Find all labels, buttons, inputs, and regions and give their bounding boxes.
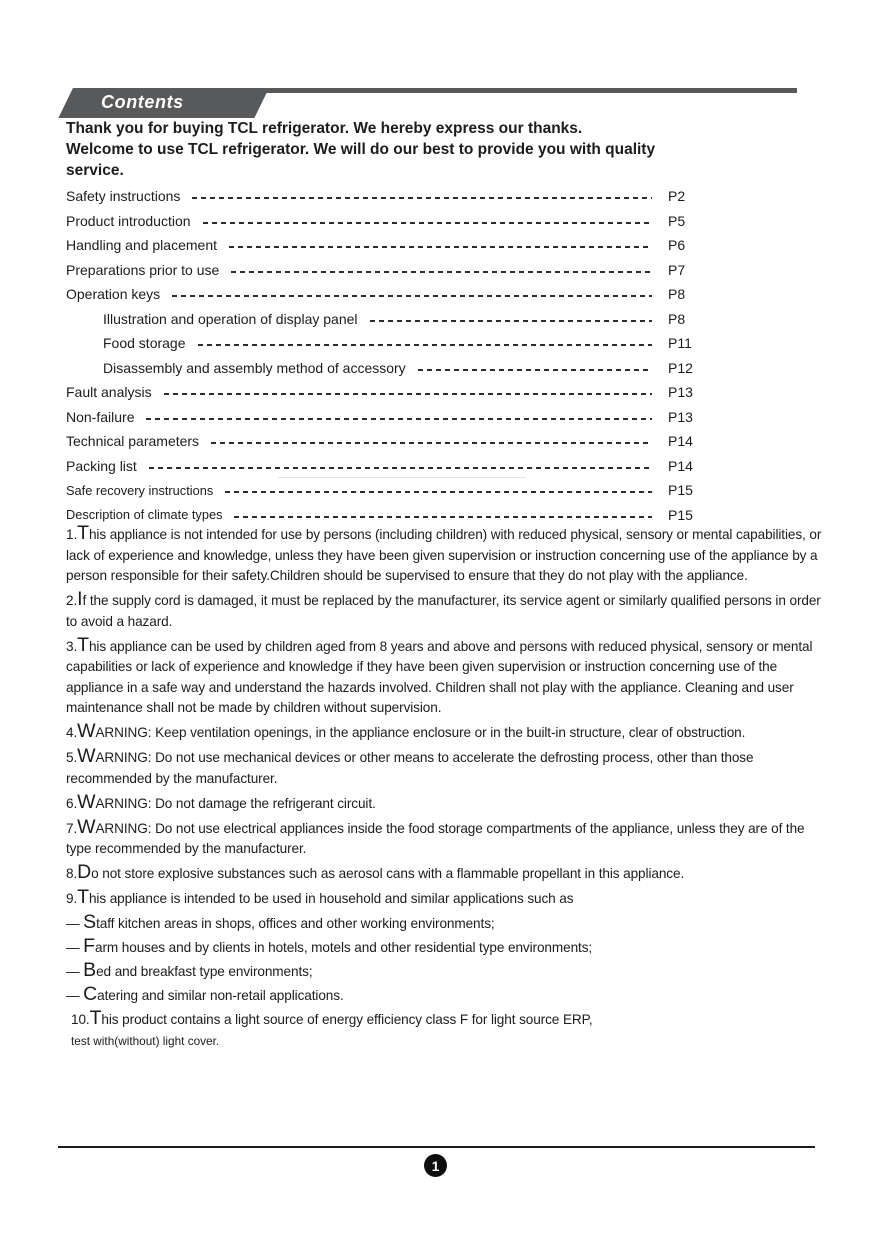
scan-artifact-line (278, 477, 526, 478)
toc-label: Fault analysis (66, 384, 152, 401)
toc-row-food-storage (66, 331, 712, 356)
note-text: his appliance is not intended for use by persons (including children) with reduced physical, sensory or mental capabilities, or lack of experience and knowledge, unless they have been given supervision or instruction concerning use of the appliance by a person responsible for their safety.Children should be supervised to ensure that they do not play with the appliance. (66, 527, 822, 583)
toc-page-number: P13 (668, 408, 693, 425)
toc-page-number: P5 (668, 212, 686, 229)
toc-row-display-panel (66, 307, 712, 332)
safety-note-9 (66, 888, 822, 910)
toc-page-number: P15 (668, 482, 693, 499)
page-number-badge: 1 (424, 1154, 447, 1177)
note-drop-cap: T (77, 522, 89, 544)
note-text: taff kitchen areas in shops, offices and other working environments; (96, 916, 495, 931)
toc-page-number: P6 (668, 237, 686, 254)
note-text-small: test with(without) light cover. (71, 1033, 220, 1048)
safety-note-5 (66, 747, 822, 789)
note-text: his appliance can be used by children aged from 8 years and above and persons with reduced physical, sensory or mental capabilities or lack of experience and knowledge if they have been given supervision or instruction concerning use of the appliance in a safe way and understand the hazards involved. Children shall not play with the appliance. Cleaning and user maintenance shall not be made by children without supervision. (66, 638, 813, 715)
toc-page-number: P8 (668, 310, 686, 327)
safety-note-3 (66, 633, 822, 719)
toc-page-number: P14 (668, 457, 693, 474)
toc-label: Operation keys (66, 286, 161, 303)
safety-note-7 (66, 815, 822, 860)
dash-leader (231, 271, 652, 273)
toc-label: Technical parameters (66, 433, 200, 450)
note-text: ARNING: Do not damage the refrigerant circuit. (95, 795, 376, 811)
dash-leader (370, 320, 652, 322)
toc-label: Illustration and operation of display panel (103, 310, 358, 327)
note-number: 7. (66, 820, 78, 836)
note-drop-cap: D (77, 861, 92, 883)
toc-label: Handling and placement (66, 237, 217, 254)
note-text: his appliance is intended to be used in household and similar applications such as (88, 891, 574, 906)
note-text: ARNING: Do not use mechanical devices or other means to accelerate the defrosting process, other than those recommended by the manufacturer. (66, 750, 754, 786)
toc-row-non-failure (66, 405, 712, 430)
dash-leader (172, 295, 652, 297)
dash-prefix: — (66, 916, 84, 931)
toc-label: Disassembly and assembly method of accessory (103, 359, 406, 376)
note-text: o not store explosive substances such as aerosol cans with a flammable propellant in this appliance. (91, 866, 685, 881)
dash-leader (418, 369, 652, 371)
safety-note-8 (66, 863, 822, 885)
safety-note-6 (66, 790, 822, 815)
toc-row-disassembly-accessory (66, 356, 712, 381)
toc-page-number: P11 (668, 335, 692, 352)
toc-row-packing-list (66, 454, 712, 479)
dash-leader (229, 246, 652, 248)
note-drop-cap: T (77, 886, 89, 908)
note-drop-cap: C (83, 983, 98, 1005)
dash-leader (234, 516, 652, 518)
dash-prefix: — (66, 988, 84, 1003)
page-title: Contents (101, 92, 184, 112)
toc-row-technical-parameters (66, 429, 712, 454)
note-text: f the supply cord is damaged, it must be replaced by the manufacturer, its service agent or similarly qualified persons in order to avoid a hazard. (66, 593, 821, 629)
note-text: arm houses and by clients in hotels, motels and other residential type environments; (94, 940, 593, 955)
note-drop-cap: T (89, 1007, 102, 1029)
note-drop-cap: W (77, 790, 96, 813)
note-drop-cap: T (77, 633, 89, 656)
toc-row-fault-analysis (66, 380, 712, 405)
dash-leader (164, 393, 652, 395)
dash-leader (211, 442, 652, 444)
note-drop-cap: W (77, 815, 96, 838)
application-item-bed-breakfast (66, 961, 822, 983)
note-drop-cap: W (77, 720, 96, 742)
toc-page-number: P7 (668, 261, 686, 278)
toc-label: Preparations prior to use (66, 261, 220, 278)
toc-page-number: P13 (668, 384, 693, 401)
toc-row-preparations-prior-to-use (66, 258, 712, 283)
toc-row-operation-keys (66, 282, 712, 307)
safety-note-4 (66, 722, 822, 744)
toc-label: Safety instructions (66, 188, 181, 205)
toc-page-number: P8 (668, 286, 686, 303)
note-number: 6. (66, 795, 78, 811)
note-number: 4. (66, 725, 78, 740)
dash-leader (192, 197, 652, 199)
dash-prefix: — (66, 940, 84, 955)
safety-notes (66, 524, 822, 1055)
dash-prefix: — (66, 964, 84, 979)
note-number: 9. (66, 891, 78, 906)
toc-row-safe-recovery (66, 478, 712, 503)
application-item-staff-kitchen (66, 913, 822, 935)
toc-label: Description of climate types (66, 507, 223, 523)
intro-line: Welcome to use TCL refrigerator. We will do our best to provide you with quality (66, 141, 656, 158)
note-number: 8. (66, 866, 78, 881)
note-number: 5. (66, 750, 78, 765)
toc-row-safety-instructions (66, 184, 712, 209)
intro-line: service. (66, 162, 124, 179)
safety-note-1 (66, 524, 822, 587)
toc-row-product-introduction (66, 209, 712, 234)
note-drop-cap: I (77, 588, 83, 610)
note-text: ARNING: Do not use electrical appliances inside the food storage compartments of the appliance, unless they are of the type recommended by the manufacturer. (66, 820, 805, 856)
note-number: 10. (71, 1012, 90, 1027)
dash-leader (146, 418, 652, 420)
note-number: 1. (66, 527, 78, 542)
application-item-catering (66, 985, 822, 1007)
dash-leader (203, 222, 652, 224)
dash-leader (149, 467, 652, 469)
note-drop-cap: W (77, 745, 96, 767)
footer-rule (58, 1146, 815, 1148)
note-text: atering and similar non-retail applications. (97, 988, 344, 1003)
table-of-contents (66, 184, 712, 527)
intro-line: Thank you for buying TCL refrigerator. We hereby express our thanks. (66, 120, 583, 137)
note-drop-cap: B (83, 959, 97, 981)
toc-page-number: P15 (668, 506, 693, 523)
safety-note-10 (66, 1009, 822, 1051)
toc-label: Product introduction (66, 212, 191, 229)
note-number: 3. (66, 638, 78, 654)
toc-label: Non-failure (66, 408, 135, 425)
toc-label: Packing list (66, 457, 137, 474)
application-item-farm-houses (66, 937, 822, 959)
note-drop-cap: F (83, 935, 95, 957)
note-text: ed and breakfast type environments; (96, 964, 313, 979)
dash-leader (198, 344, 653, 346)
note-text: his product contains a light source of energy efficiency class F for light source ERP, (101, 1012, 593, 1027)
dash-leader (225, 491, 652, 493)
note-text: ARNING: Keep ventilation openings, in the appliance enclosure or in the built-in structure, clear of obstruction. (95, 725, 746, 740)
toc-page-number: P14 (668, 433, 693, 450)
toc-label: Food storage (103, 335, 186, 352)
toc-page-number: P12 (668, 359, 693, 376)
toc-label: Safe recovery instructions (66, 482, 214, 498)
toc-row-handling-and-placement (66, 233, 712, 258)
note-number: 2. (66, 593, 78, 608)
note-drop-cap: S (83, 911, 97, 933)
intro-text (66, 118, 655, 181)
toc-page-number: P2 (668, 188, 686, 205)
safety-note-2 (66, 590, 822, 632)
